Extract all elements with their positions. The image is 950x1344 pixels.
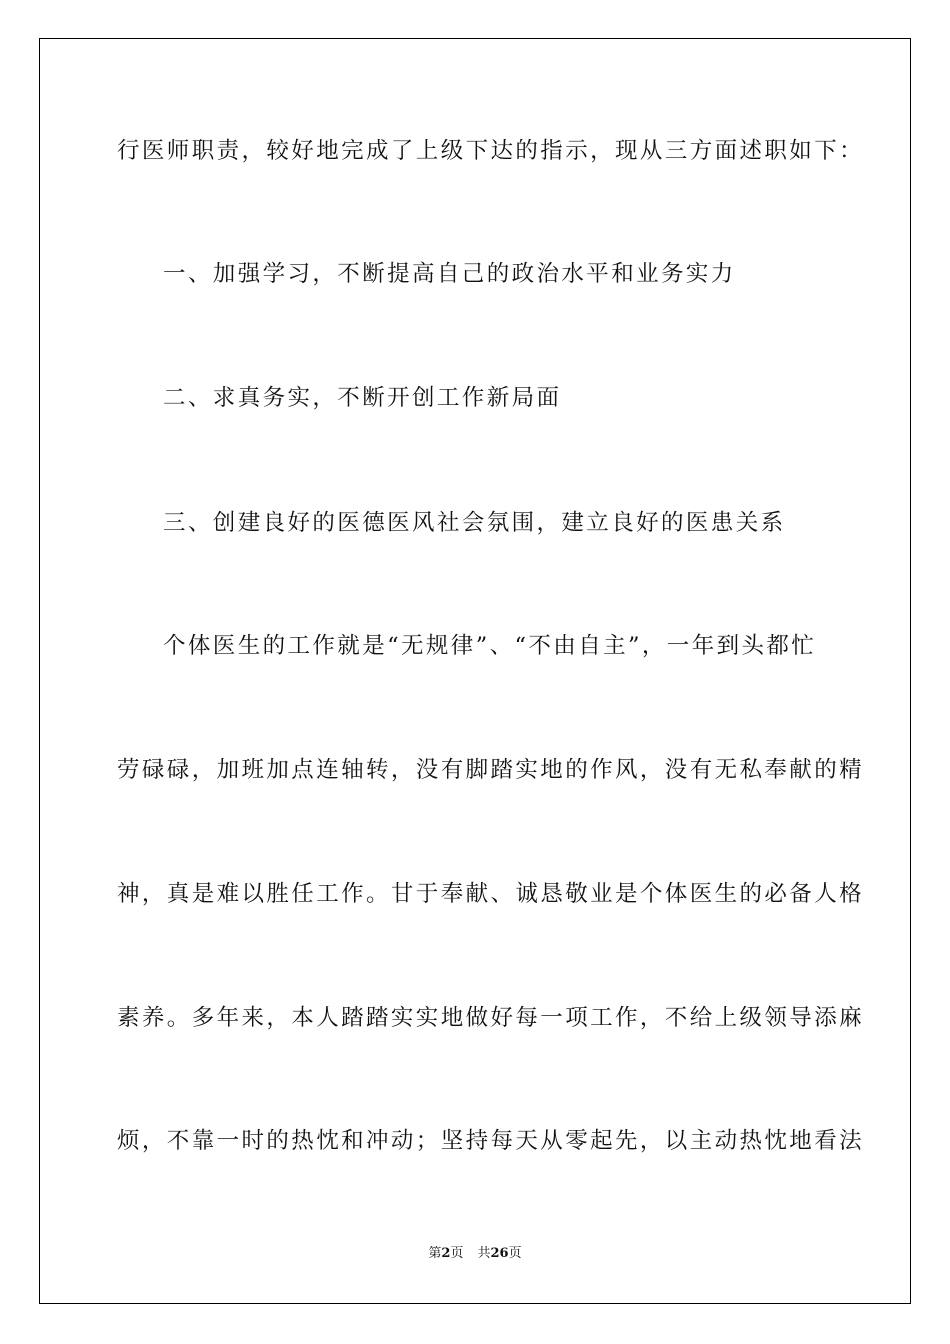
paragraph-line-3: 神，真是难以胜任工作。甘于奉献、诚恳敬业是个体医生的必备人格	[117, 881, 865, 907]
paragraph-line-2: 劳碌碌，加班加点连轴转，没有脚踏实地的作风，没有无私奉献的精	[117, 757, 865, 783]
section-heading-2: 二、求真务实，不断开创工作新局面	[163, 385, 562, 411]
page-footer	[0, 1244, 950, 1264]
total-suffix: 页	[508, 1246, 522, 1261]
page-prefix: 第	[428, 1246, 442, 1261]
paragraph-line-1: 个体医生的工作就是“无规律”、“不由自主”，一年到头都忙	[163, 633, 817, 659]
section-heading-3: 三、创建良好的医德医风社会氛围，建立良好的医患关系	[163, 510, 786, 536]
paragraph-line-4: 素养。多年来，本人踏踏实实地做好每一项工作，不给上级领导添麻	[117, 1005, 865, 1031]
page-border	[39, 38, 911, 1304]
section-heading-1: 一、加强学习，不断提高自己的政治水平和业务实力	[163, 261, 736, 287]
paragraph-line-5: 烦，不靠一时的热忱和冲动；坚持每天从零起先，以主动热忱地看法	[117, 1128, 865, 1154]
text-line-1: 行医师职责，较好地完成了上级下达的指示，现从三方面述职如下：	[117, 138, 865, 164]
total-pages: 26	[490, 1246, 509, 1261]
page-number: 2	[441, 1246, 451, 1261]
total-prefix: 共	[477, 1246, 491, 1261]
page-suffix: 页	[450, 1246, 464, 1261]
